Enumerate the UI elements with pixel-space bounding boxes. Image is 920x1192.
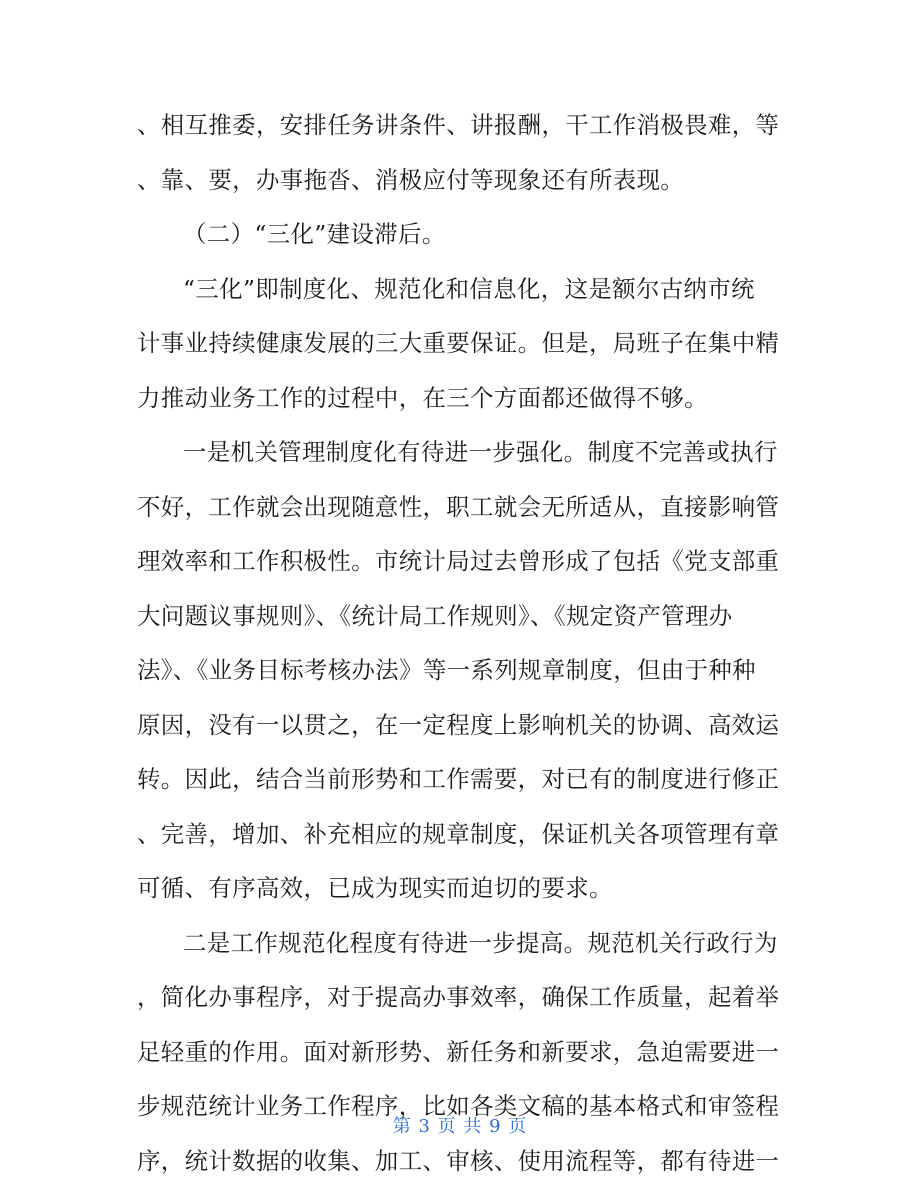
text-line: 理效率和工作积极性。市统计局过去曾形成了包括《党支部重 [137,538,797,593]
text-line: 、相互推委，安排任务讲条件、讲报酬，干工作消极畏难，等 [137,102,797,157]
text-line: 、靠、要，办事拖沓、消极应付等现象还有所表现。 [137,157,797,212]
text-line: 一是机关管理制度化有待进一步强化。制度不完善或执行 [137,429,797,484]
text-line: 转。因此，结合当前形势和工作需要，对已有的制度进行修正 [137,756,797,811]
text-line: 、完善，增加、补充相应的规章制度，保证机关各项管理有章 [137,811,797,866]
text-line: 力推动业务工作的过程中，在三个方面都还做得不够。 [137,375,797,430]
text-line: 大问题议事规则》、《统计局工作规则》、《规定资产管理办 [137,593,797,648]
text-line: 足轻重的作用。面对新形势、新任务和新要求，急迫需要进一 [137,1029,797,1084]
text-line: 计事业持续健康发展的三大重要保证。但是，局班子在集中精 [137,320,797,375]
text-line: ，简化办事程序，对于提高办事效率，确保工作质量，起着举 [137,974,797,1029]
text-line: 法》、《业务目标考核办法》等一系列规章制度，但由于种种 [137,647,797,702]
page-number-footer: 第 3 页 共 9 页 [0,1112,920,1138]
text-line: 可循、有序高效，已成为现实而迫切的要求。 [137,865,797,920]
text-line: 序，统计数据的收集、加工、审核、使用流程等，都有待进一 [137,1138,797,1192]
text-line: 原因，没有一以贯之，在一定程度上影响机关的协调、高效运 [137,702,797,757]
body-text [137,102,797,1192]
text-line: 二是工作规范化程度有待进一步提高。规范机关行政行为 [137,920,797,975]
text-line: 不好，工作就会出现随意性，职工就会无所适从，直接影响管 [137,484,797,539]
text-line: 步规范统计业务工作程序，比如各类文稿的基本格式和审签程 [137,1083,797,1138]
section-heading: （二）“三化”建设滞后。 [137,211,797,266]
text-line: “三化”即制度化、规范化和信息化，这是额尔古纳市统 [137,266,797,321]
